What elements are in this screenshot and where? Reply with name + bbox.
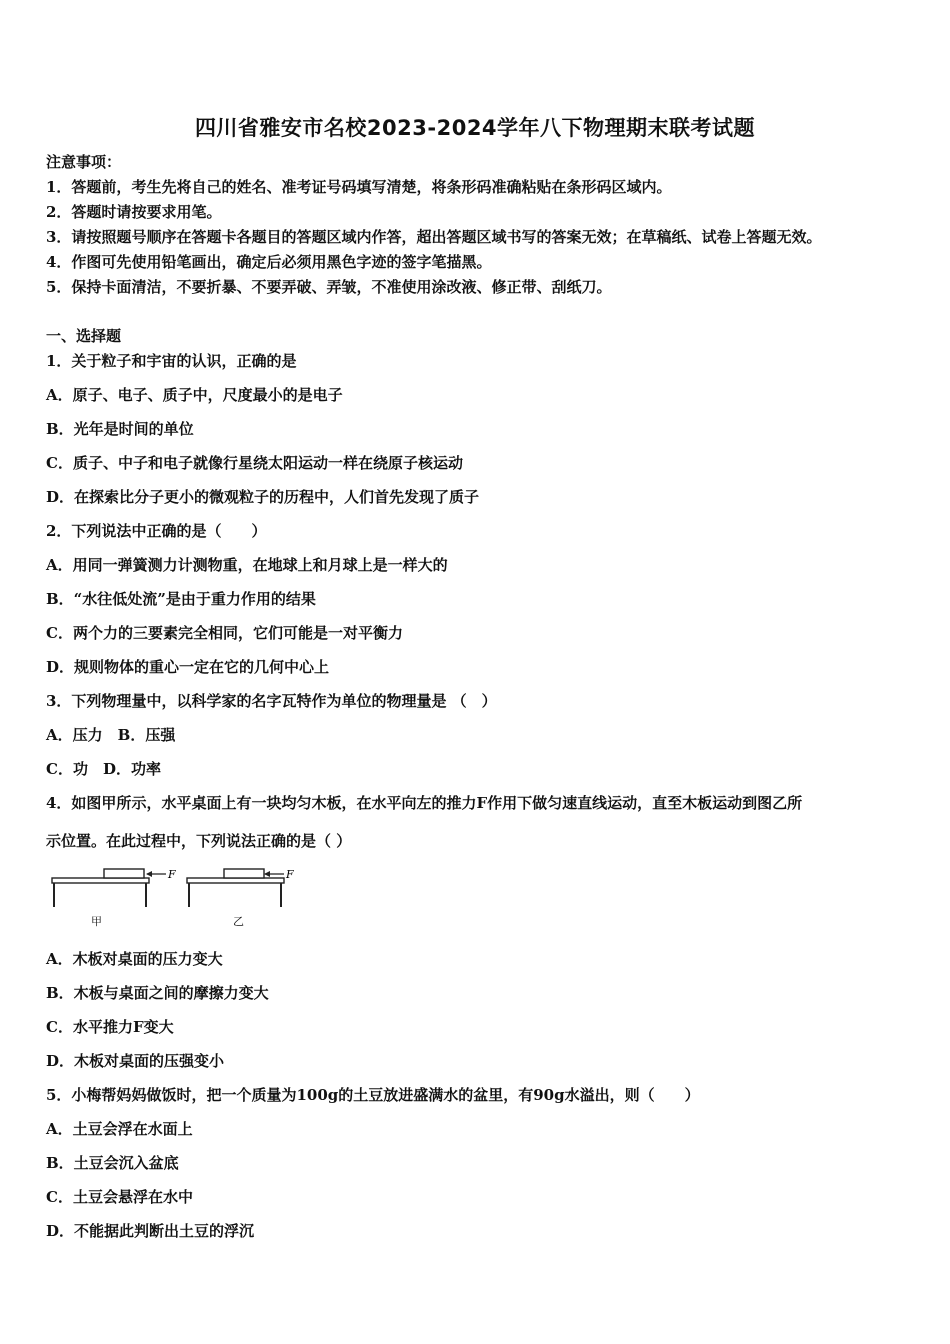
force-arrowhead-a [146, 871, 152, 877]
notice-item: 1．答题前，考生先将自己的姓名、准考证号码填写清楚，将条形码准确粘贴在条形码区域内。 [46, 178, 672, 196]
question-option: A．压力 B．压强 [46, 726, 176, 744]
question-option: B．光年是时间的单位 [46, 420, 194, 438]
section-heading: 一、选择题 [46, 327, 122, 345]
question-option: D．不能据此判断出土豆的浮沉 [46, 1222, 255, 1240]
notice-heading: 注意事项： [46, 153, 122, 171]
question-stem: 2．下列说法中正确的是（ ） [46, 522, 267, 540]
question-stem: 1．关于粒子和宇宙的认识，正确的是 [46, 352, 297, 370]
figure-label-b: 乙 [233, 915, 244, 928]
board-b [224, 869, 264, 878]
question-option: D．规则物体的重心一定在它的几何中心上 [46, 658, 330, 676]
question-option: C．质子、中子和电子就像行星绕太阳运动一样在绕原子核运动 [46, 454, 463, 472]
notice-item: 2．答题时请按要求用笔。 [46, 203, 222, 221]
question-stem: 3．下列物理量中，以科学家的名字瓦特作为单位的物理量是 （ ） [46, 692, 497, 710]
figure-svg [46, 863, 306, 929]
figure-label-a: 甲 [91, 915, 102, 928]
figure-a [52, 868, 176, 907]
question-option: C．土豆会悬浮在水中 [46, 1188, 193, 1206]
question-stem: 4．如图甲所示，水平桌面上有一块均匀木板，在水平向左的推力F作用下做匀速直线运动，直至木板运动到图乙所 [46, 794, 803, 812]
question-option: A．原子、电子、质子中，尺度最小的是电子 [46, 386, 343, 404]
table-top-a [52, 878, 149, 883]
force-label-b: F [286, 868, 294, 881]
force-label-a: F [168, 868, 176, 881]
question-option: B．“水往低处流”是由于重力作用的结果 [46, 590, 316, 608]
question-option: C．两个力的三要素完全相同，它们可能是一对平衡力 [46, 624, 403, 642]
force-arrowhead-b [264, 871, 270, 877]
table-top-b [187, 878, 284, 883]
question-option: C．功 D．功率 [46, 760, 161, 778]
notice-item: 3．请按照题号顺序在答题卡各题目的答题区域内作答，超出答题区域书写的答案无效；在草稿纸、试卷上答题无效。 [46, 228, 822, 246]
question-option: D．在探索比分子更小的微观粒子的历程中，人们首先发现了质子 [46, 488, 480, 506]
question-option: A．用同一弹簧测力计测物重，在地球上和月球上是一样大的 [46, 556, 448, 574]
question-option: A．土豆会浮在水面上 [46, 1120, 193, 1138]
question-option: A．木板对桌面的压力变大 [46, 950, 223, 968]
question-option: D．木板对桌面的压强变小 [46, 1052, 225, 1070]
question-option: C．水平推力F变大 [46, 1018, 174, 1036]
question-stem: 示位置。在此过程中，下列说法正确的是（ ） [46, 832, 352, 850]
question-option: B．土豆会沉入盆底 [46, 1154, 179, 1172]
notice-item: 4．作图可先使用铅笔画出，确定后必须用黑色字迹的签字笔描黑。 [46, 253, 492, 271]
table-board-figure [46, 863, 306, 929]
figure-b [187, 868, 294, 907]
board-a [104, 869, 144, 878]
page-title: 四川省雅安市名校2023-2024学年八下物理期末联考试题 [194, 116, 756, 140]
question-stem: 5．小梅帮妈妈做饭时，把一个质量为100g的土豆放进盛满水的盆里，有90g水溢出，则（ ） [46, 1086, 700, 1104]
notice-item: 5．保持卡面清洁，不要折暴、不要弄破、弄皱，不准使用涂改液、修正带、刮纸刀。 [46, 278, 612, 296]
question-option: B．木板与桌面之间的摩擦力变大 [46, 984, 269, 1002]
